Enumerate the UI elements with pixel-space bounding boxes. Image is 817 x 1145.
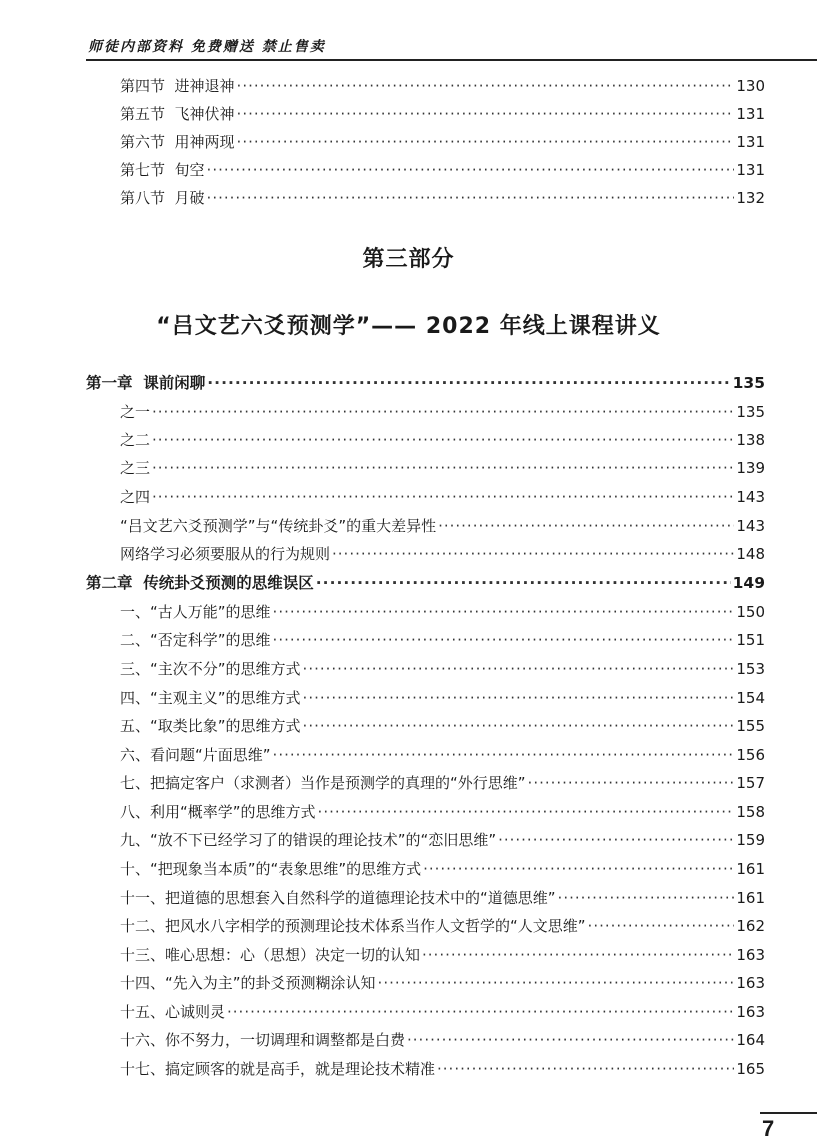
leader-dots <box>423 857 734 881</box>
toc-entry-label: 第七节 旬空 <box>120 161 205 179</box>
toc-entry-label: 一、“古人万能”的思维 <box>120 603 271 621</box>
leader-dots <box>273 628 735 652</box>
leader-dots <box>422 943 734 967</box>
leader-dots <box>237 130 735 154</box>
header-text: 师徒内部资料 免费赠送 禁止售卖 <box>88 39 326 55</box>
toc-entry-page: 139 <box>736 459 765 477</box>
toc-entry <box>120 743 765 767</box>
page-number: 7 <box>762 1116 775 1141</box>
leader-dots <box>237 102 735 126</box>
toc-entry-label: 之三 <box>120 459 151 477</box>
toc-entry-label: 第八节 月破 <box>120 189 205 207</box>
toc-entry-page: 159 <box>736 831 765 849</box>
toc-entry-page: 165 <box>736 1060 765 1078</box>
toc-entry <box>120 74 765 98</box>
toc-entry-page: 158 <box>736 803 765 821</box>
toc-entry-label: 十五、心诚则灵 <box>120 1003 226 1021</box>
leader-dots <box>237 74 735 98</box>
leader-dots <box>207 158 735 182</box>
toc-entry-label: 七、把搞定客户（求测者）当作是预测学的真理的“外行思维” <box>120 774 526 792</box>
toc-entry-label: “吕文艺六爻预测学”与“传统卦爻”的重大差异性 <box>120 517 437 535</box>
leader-dots <box>152 428 734 452</box>
toc-entry-page: 163 <box>736 946 765 964</box>
leader-dots <box>316 571 731 595</box>
toc-entry-page: 154 <box>736 689 765 707</box>
leader-dots <box>152 456 734 480</box>
leader-dots <box>318 800 735 824</box>
toc-entry <box>120 628 765 652</box>
toc-entry-page: 151 <box>736 631 765 649</box>
leader-dots <box>558 886 735 910</box>
toc-entry-page: 153 <box>736 660 765 678</box>
leader-dots <box>588 914 735 938</box>
toc-entry-label: 十、“把现象当本质”的“表象思维”的思维方式 <box>120 860 422 878</box>
leader-dots <box>273 743 735 767</box>
toc-entry-page: 161 <box>736 860 765 878</box>
toc-entry <box>120 130 765 154</box>
toc-entry-page: 148 <box>736 545 765 563</box>
toc-entry-label: 之四 <box>120 488 151 506</box>
toc-entry <box>120 1057 765 1081</box>
toc-entry-label: 网络学习必须要服从的行为规则 <box>120 545 331 563</box>
toc-entry-page: 135 <box>736 403 765 421</box>
toc-entry-label: 第六节 用神两现 <box>120 133 235 151</box>
toc-entry-page: 155 <box>736 717 765 735</box>
toc-chapter-page: 149 <box>732 574 765 592</box>
leader-dots <box>303 714 735 738</box>
toc-entry <box>120 1000 765 1024</box>
toc-entry <box>120 914 765 938</box>
toc-entry-page: 143 <box>736 517 765 535</box>
toc-entry-page: 138 <box>736 431 765 449</box>
toc-entry-label: 四、“主观主义”的思维方式 <box>120 689 301 707</box>
toc-entry-label: 九、“放不下已经学习了的错误的理论技术”的“恋旧思维” <box>120 831 497 849</box>
toc-chapter <box>86 371 765 395</box>
leader-dots <box>498 828 734 852</box>
toc-chapter-label: 第二章 传统卦爻预测的思维误区 <box>86 574 314 592</box>
leader-dots <box>332 542 734 566</box>
toc-entry <box>120 828 765 852</box>
leader-dots <box>152 485 734 509</box>
leader-dots <box>207 186 735 210</box>
toc-entry-label: 十二、把风水八字相学的预测理论技术体系当作人文哲学的“人文思维” <box>120 917 586 935</box>
toc-entry <box>120 485 765 509</box>
header-rule <box>86 59 817 61</box>
leader-dots <box>303 686 735 710</box>
toc-entry-page: 131 <box>736 105 765 123</box>
toc-entry <box>120 158 765 182</box>
leader-dots <box>273 600 735 624</box>
toc-entry-page: 162 <box>736 917 765 935</box>
toc-entry-page: 156 <box>736 746 765 764</box>
toc-chapter-label: 第一章 课前闲聊 <box>86 374 206 392</box>
toc-entry-label: 十三、唯心思想：心（思想）决定一切的认知 <box>120 946 421 964</box>
toc-entry-page: 163 <box>736 974 765 992</box>
toc-entry <box>120 456 765 480</box>
toc-entry-page: 131 <box>736 133 765 151</box>
leader-dots <box>152 400 734 424</box>
part-title: 第三部分 <box>362 247 455 272</box>
toc-entry-label: 第五节 飞神伏神 <box>120 105 235 123</box>
footer-rule <box>760 1112 817 1114</box>
toc-entry-page: 143 <box>736 488 765 506</box>
toc-chapter-page: 135 <box>732 374 765 392</box>
toc-entry <box>120 400 765 424</box>
toc-entry-label: 五、“取类比象”的思维方式 <box>120 717 301 735</box>
leader-dots <box>528 771 735 795</box>
toc-entry <box>120 886 765 910</box>
toc-entry-label: 十六、你不努力，一切调理和调整都是白费 <box>120 1031 406 1049</box>
toc-entry <box>120 1028 765 1052</box>
toc-entry-page: 150 <box>736 603 765 621</box>
toc-chapter <box>86 571 765 595</box>
leader-dots <box>207 371 730 395</box>
toc-entry <box>120 800 765 824</box>
toc-entry-page: 157 <box>736 774 765 792</box>
toc-entry <box>120 657 765 681</box>
toc-entry-page: 163 <box>736 1003 765 1021</box>
toc-entry-label: 八、利用“概率学”的思维方式 <box>120 803 316 821</box>
toc-entry-label: 二、“否定科学”的思维 <box>120 631 271 649</box>
toc-entry <box>120 971 765 995</box>
toc-entry <box>120 428 765 452</box>
toc-entry <box>120 102 765 126</box>
toc-entry-page: 131 <box>736 161 765 179</box>
toc-entry <box>120 943 765 967</box>
toc-entry <box>120 686 765 710</box>
toc-entry-page: 130 <box>736 77 765 95</box>
course-title: “吕文艺六爻预测学”—— 2022 年线上课程讲义 <box>156 314 661 339</box>
toc-entry <box>120 514 765 538</box>
leader-dots <box>407 1028 734 1052</box>
leader-dots <box>437 1057 734 1081</box>
toc-entry <box>120 857 765 881</box>
toc-entry-label: 十四、“先入为主”的卦爻预测糊涂认知 <box>120 974 376 992</box>
leader-dots <box>438 514 734 538</box>
toc-entry-page: 161 <box>736 889 765 907</box>
toc-entry-label: 之二 <box>120 431 151 449</box>
toc-entry-label: 第四节 进神退神 <box>120 77 235 95</box>
toc-entry <box>120 542 765 566</box>
toc-entry-label: 三、“主次不分”的思维方式 <box>120 660 301 678</box>
toc-entry-label: 十一、把道德的思想套入自然科学的道德理论技术中的“道德思维” <box>120 889 556 907</box>
leader-dots <box>378 971 735 995</box>
toc-entry-label: 十七、搞定顾客的就是高手，就是理论技术精准 <box>120 1060 436 1078</box>
toc-entry <box>120 600 765 624</box>
toc-entry-label: 之一 <box>120 403 151 421</box>
running-header <box>0 0 817 62</box>
toc-entry <box>120 186 765 210</box>
toc-entry <box>120 771 765 795</box>
leader-dots <box>227 1000 734 1024</box>
toc-entry-page: 164 <box>736 1031 765 1049</box>
toc-entry <box>120 714 765 738</box>
toc-entry-label: 六、看问题“片面思维” <box>120 746 271 764</box>
leader-dots <box>303 657 735 681</box>
toc-entry-page: 132 <box>736 189 765 207</box>
